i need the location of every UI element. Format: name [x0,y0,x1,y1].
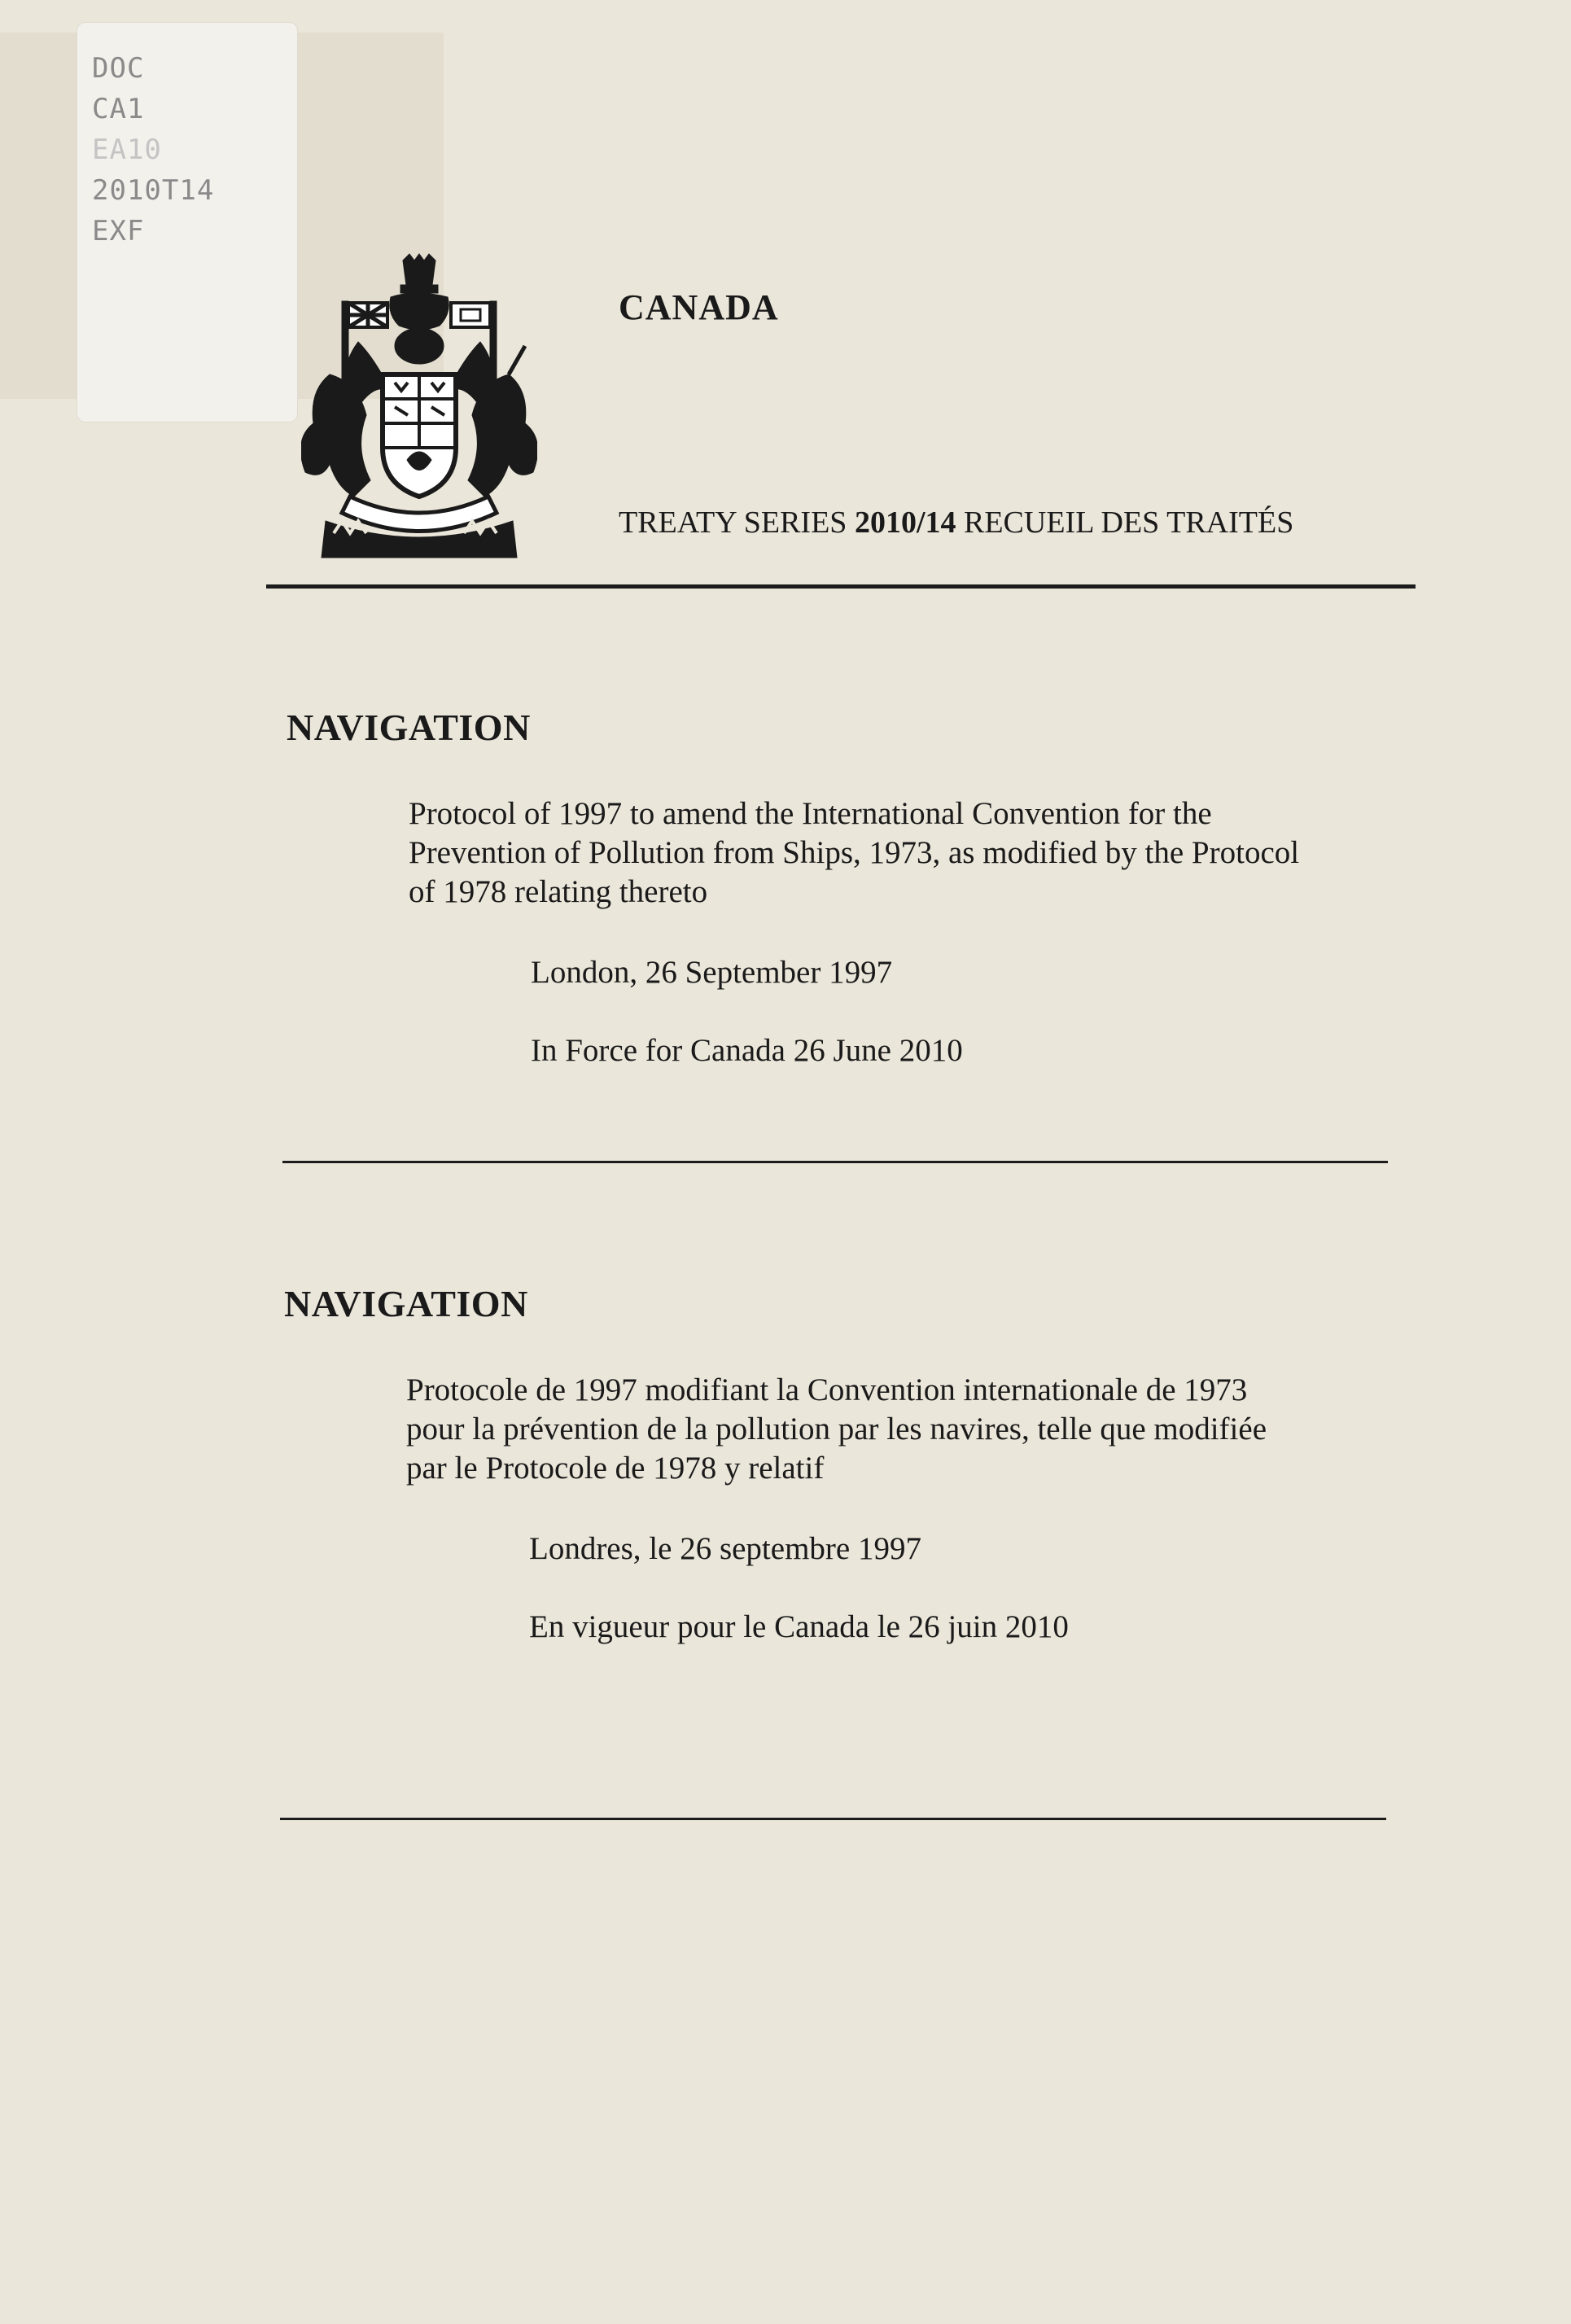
treaty-title-line: Protocol of 1997 to amend the International Convention for the [409,796,1212,831]
in-force-date: En vigueur pour le Canada le 26 juin 2010 [529,1609,1069,1644]
treaty-title [409,794,1385,912]
call-number-line: CA1 [92,93,145,125]
section-divider [282,1161,1388,1163]
library-call-number-label [77,23,297,422]
header-rule [266,584,1416,589]
call-number-line: 2010T14 [92,174,215,207]
in-force-date: In Force for Canada 26 June 2010 [531,1033,963,1068]
series-title-fr: RECUEIL DES TRAITÉS [964,506,1294,540]
call-number-line: EA10 [92,133,162,166]
place-date: Londres, le 26 septembre 1997 [529,1531,921,1566]
section-heading: NAVIGATION [284,1283,528,1324]
series-title-en: TREATY SERIES [619,506,847,540]
treaty-series-line [619,505,1293,541]
call-number-line: DOC [92,52,145,85]
section-heading: NAVIGATION [287,707,531,748]
country-name: CANADA [619,287,779,327]
treaty-title-line: par le Protocole de 1978 y relatif [406,1451,825,1486]
treaty-title-line: pour la prévention de la pollution par les navires, telle que modifiée [406,1411,1267,1446]
place-date: London, 26 September 1997 [531,955,893,990]
call-number-line: EXF [92,215,145,247]
treaty-title-line: Protocole de 1997 modifiant la Convention internationale de 1973 [406,1372,1248,1407]
coat-of-arms-icon [301,252,537,566]
series-number: 2010/14 [854,506,956,540]
treaty-title-line: Prevention of Pollution from Ships, 1973, as modified by the Protocol [409,835,1300,870]
treaty-title [406,1371,1383,1488]
treaty-title-line: of 1978 relating thereto [409,874,708,909]
footer-rule [280,1818,1386,1820]
